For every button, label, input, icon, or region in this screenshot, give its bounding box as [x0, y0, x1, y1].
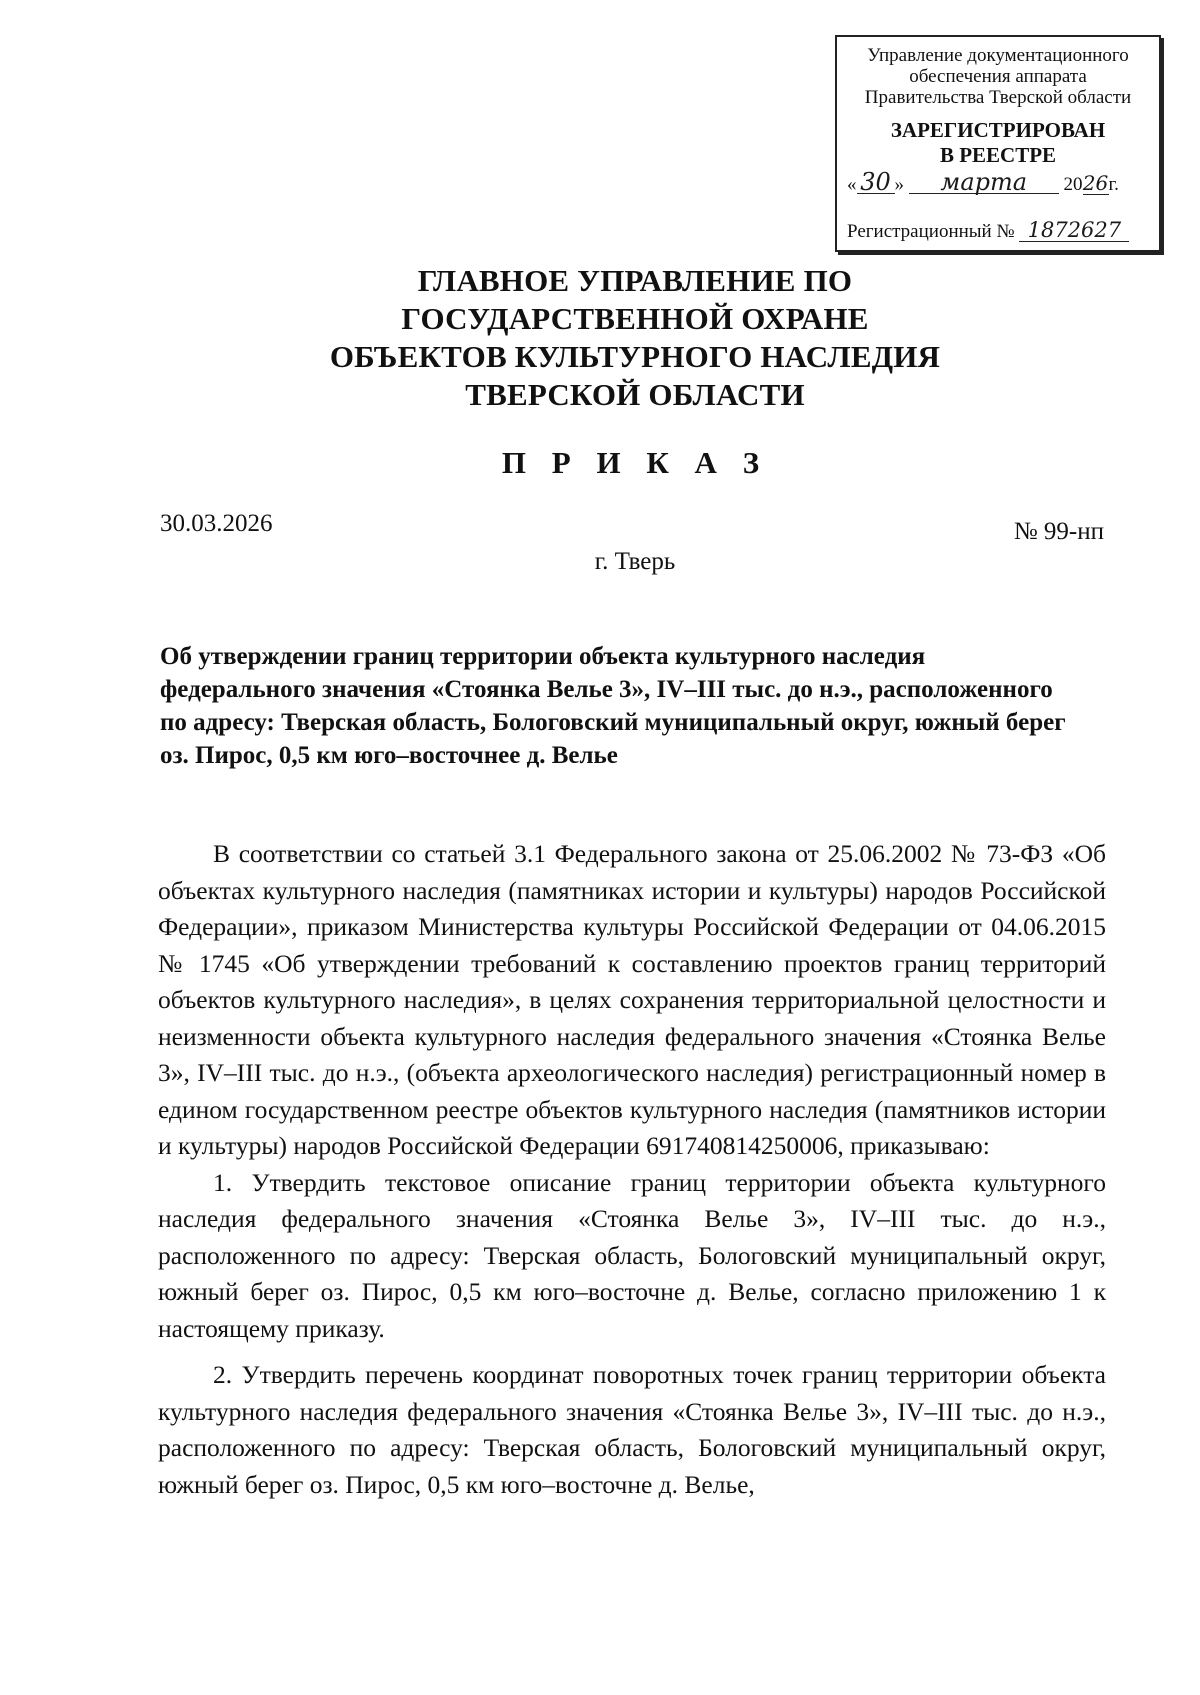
stamp-reg-number: [847, 220, 1129, 242]
stamp-registered-line1: ЗАРЕГИСТРИРОВАН: [890, 118, 1106, 142]
order-number: № 99-нп: [1013, 518, 1104, 545]
registration-stamp: [835, 35, 1161, 252]
stamp-org-line1: Управление документационного: [867, 45, 1129, 66]
order-body: [158, 836, 1106, 1503]
stamp-date-year-unit: г.: [1108, 174, 1119, 195]
issuer-line1: ГЛАВНОЕ УПРАВЛЕНИЕ ПО: [417, 263, 853, 298]
issuer-header: [0, 262, 1200, 414]
paragraph-preamble: В соответствии со статьей 3.1 Федерального закона от 25.06.2002 № 73-ФЗ «Об объектах культурного наследия (памятниках истории и культуры) народов Российской Федерации», приказом Министерства культуры Российской Федерации от 04.06.2015 № 1745 «Об утверждении требований к составлению проектов границ территорий объектов культурного наследия», в целях сохранения территориальной целостности и неизменности объекта культурного наследия федерального значения «Стоянка Велье 3», IV–III тыс. до н.э., (объекта археологического наследия) регистрационный номер в едином государственном реестре объектов культурного наследия (памятников истории и культуры) народов Российской Федерации 691740814250006, приказываю:: [158, 839, 1106, 1160]
stamp-reg-number-value: 1872627: [1019, 220, 1129, 242]
stamp-date-year-suffix: 26: [1082, 171, 1109, 195]
stamp-registered-line2: В РЕЕСТРЕ: [939, 143, 1057, 167]
stamp-organization: [837, 45, 1159, 108]
stamp-org-line3: Правительства Тверской области: [864, 87, 1132, 108]
order-title: П Р И К А З: [501, 445, 769, 480]
stamp-date: « 30 » марта 2026г.: [847, 168, 1119, 196]
stamp-reg-number-label: Регистрационный №: [847, 221, 1015, 242]
paragraph-item-2: 2. Утвердить перечень координат поворотных точек границ территории объекта культурного наследия федерального значения «Стоянка Велье 3», IV–III тыс. до н.э., расположенного по адресу: Тверская область, Бологовский муниципальный округ, южный берег оз. Пирос, 0,5 км юго–восточне д. Велье,: [158, 1360, 1106, 1499]
stamp-org-line2: обеспечения аппарата: [909, 66, 1087, 87]
order-city: г. Тверь: [594, 548, 676, 575]
stamp-date-day: 30: [857, 172, 895, 194]
stamp-date-year-prefix: 20: [1063, 174, 1083, 195]
stamp-date-month: марта: [909, 172, 1059, 194]
stamp-registered: [837, 118, 1159, 168]
order-subject: Об утверждении границ территории объекта культурного наследия федерального значения «Стоянка Велье 3», IV–III тыс. до н.э., расположенного по адресу: Тверская область, Бологовский муниципальный округ, южный берег оз. Пирос, 0,5 км юго–восточнее д. Велье: [160, 643, 1066, 769]
issuer-line3: ОБЪЕКТОВ КУЛЬТУРНОГО НАСЛЕДИЯ: [329, 339, 941, 374]
issuer-line4: ТВЕРСКОЙ ОБЛАСТИ: [465, 377, 805, 412]
order-date: 30.03.2026: [160, 510, 273, 537]
paragraph-item-1: 1. Утвердить текстовое описание границ территории объекта культурного наследия федерального значения «Стоянка Велье 3», IV–III тыс. до н.э., расположенного по адресу: Тверская область, Бологовский муниципальный округ, южный берег оз. Пирос, 0,5 км юго–восточне д. Велье, согласно приложению 1 к настоящему приказу.: [158, 1167, 1106, 1343]
issuer-line2: ГОСУДАРСТВЕННОЙ ОХРАНЕ: [401, 301, 869, 336]
